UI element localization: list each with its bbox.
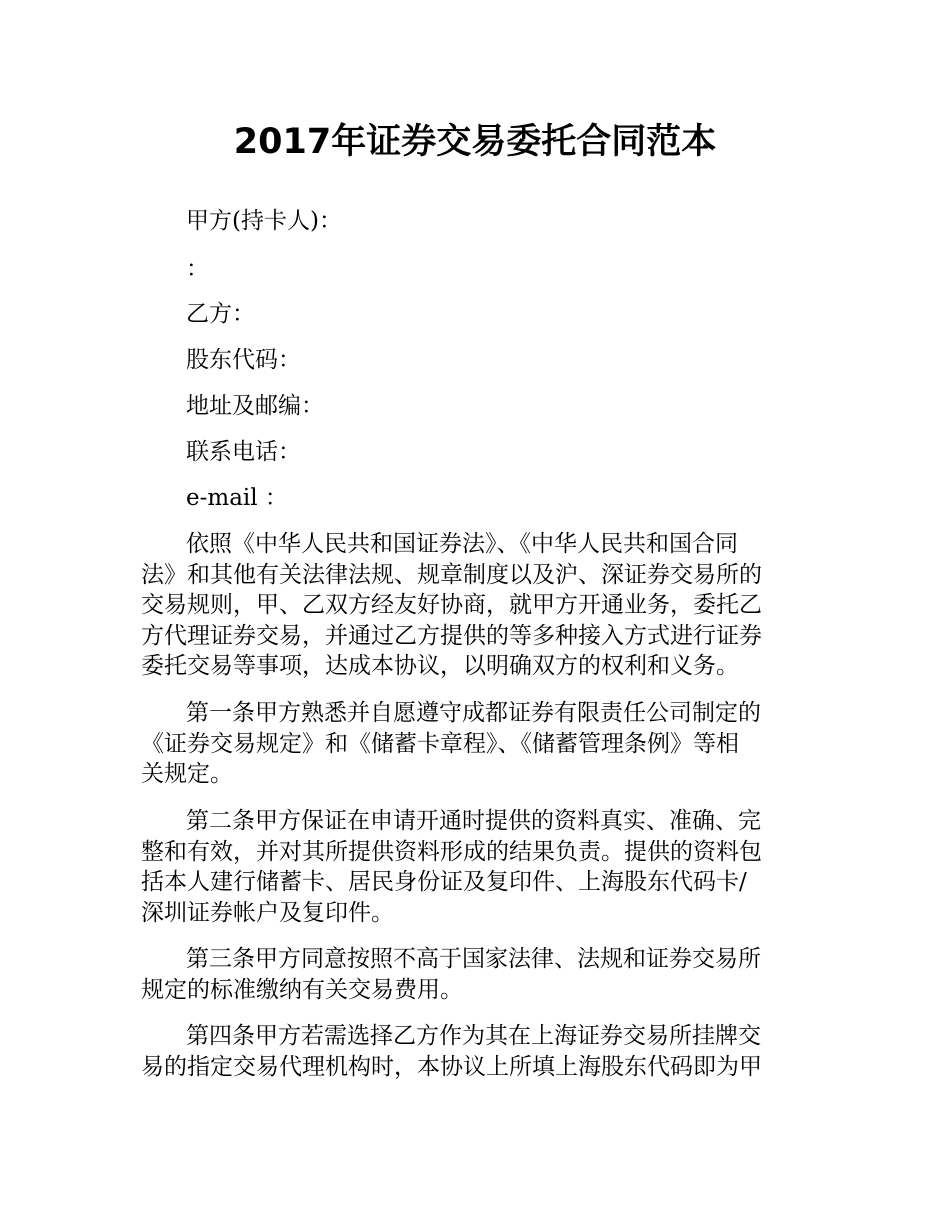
field-party-a: 甲方(持卡人)：: [186, 208, 342, 234]
paragraph-article-4: 第四条甲方若需选择乙方作为其在上海证券交易所挂牌交 易的指定交易代理机构时，本协议上所填上海股东代码即为甲: [141, 1023, 762, 1080]
field-phone: 联系电话：: [186, 439, 301, 465]
field-shareholder-code: 股东代码：: [186, 347, 301, 373]
field-party-b: 乙方：: [186, 301, 255, 327]
paragraph-preamble: 依照《中华人民共和国证券法》、《中华人民共和国合同 法》和其他有关法律法规、规章制度以及沪、深证券交易所的 交易规则，甲、乙双方经友好协商，就甲方开通业务，委托乙 方代理证券交易，并通过乙方提供的等多种接入方式进行证券 委托交易等事项，达成本协议，以明确双方的权利和义务。: [141, 531, 762, 679]
paragraph-article-2: 第二条甲方保证在申请开通时提供的资料真实、准确、完 整和有效，并对其所提供资料形成的结果负责。提供的资料包 括本人建行储蓄卡、居民身份证及复印件、上海股东代码卡/ 深圳证券帐户及复印件。: [141, 808, 762, 926]
field-blank-line: ：: [186, 256, 209, 282]
field-address-postcode: 地址及邮编：: [186, 393, 324, 419]
paragraph-article-3: 第三条甲方同意按照不高于国家法律、法规和证券交易所 规定的标准缴纳有关交易费用。: [141, 946, 761, 1003]
document-title: 2017年证券交易委托合同范本: [233, 122, 717, 162]
paragraph-article-1: 第一条甲方熟悉并自愿遵守成都证券有限责任公司制定的 《证券交易规定》和《储蓄卡章程》、《储蓄管理条例》等相 关规定。: [141, 700, 761, 787]
field-email: e-mail ：: [186, 485, 288, 511]
